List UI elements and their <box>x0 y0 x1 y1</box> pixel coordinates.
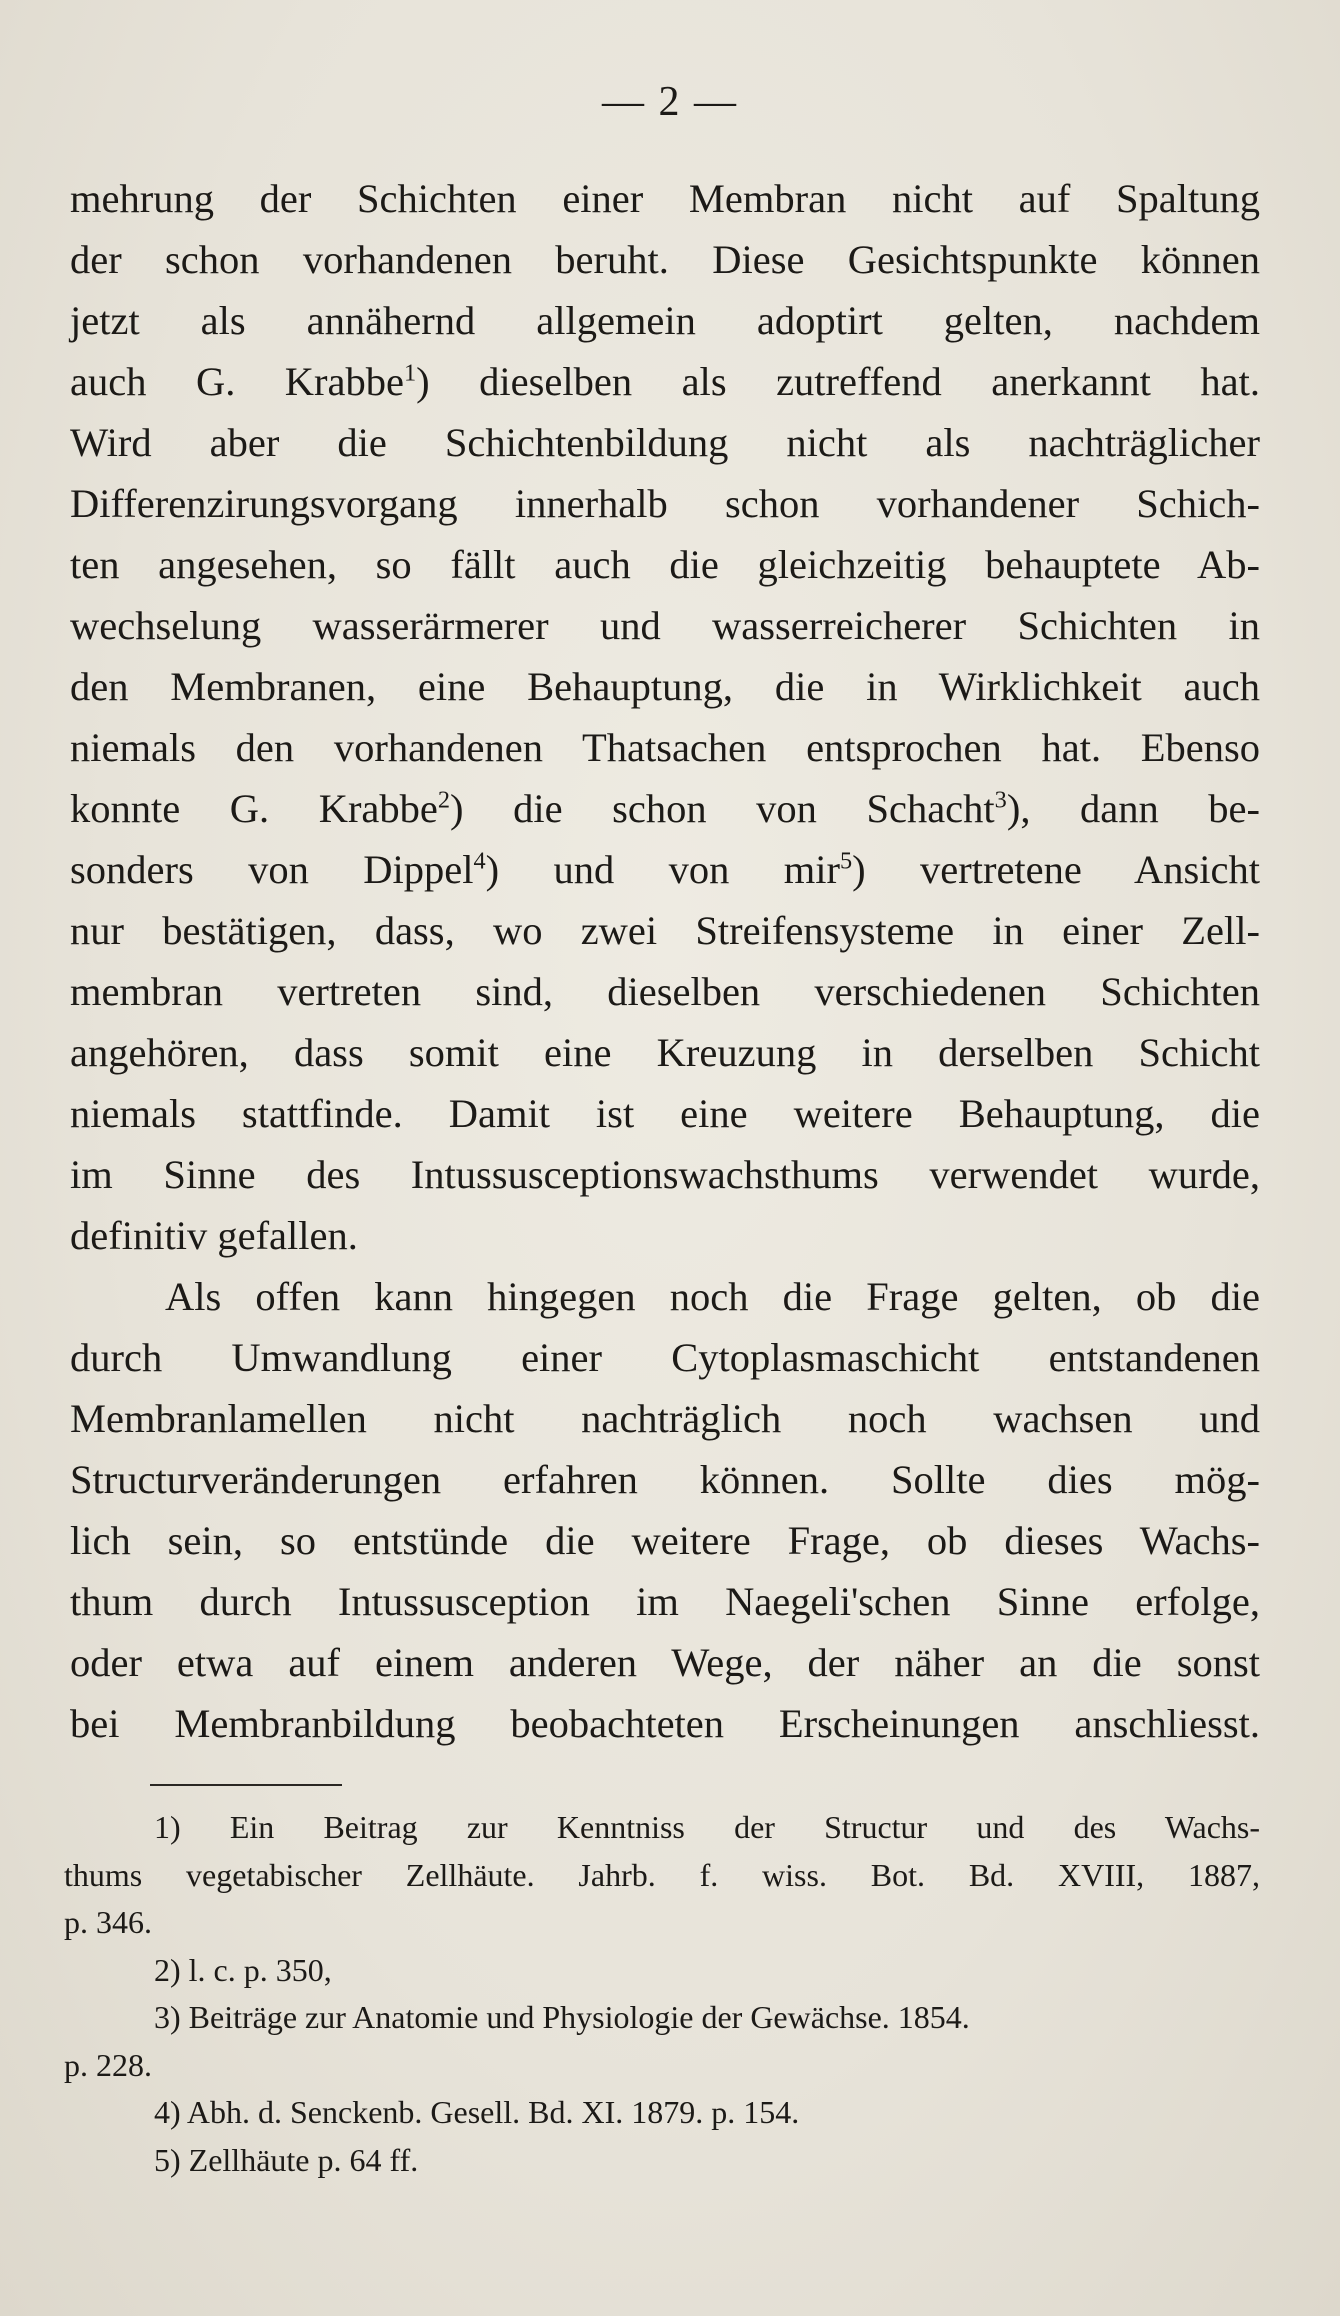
page-number: — 2 — <box>602 79 738 125</box>
text-line: Differenzirungsvorgang innerhalb schon vorhandener Schich- <box>70 481 1260 526</box>
text-line: nur bestätigen, dass, wo zwei Streifensysteme in einer Zell- <box>70 908 1260 953</box>
footnote-marker: 2 <box>437 786 451 814</box>
text-line: auch G. Krabbe$^1$) dieselben als zutreffend anerkannt hat. <box>70 359 1260 404</box>
text-line: durch Umwandlung einer Cytoplasmaschicht entstandenen <box>70 1335 1260 1380</box>
text-line: definitiv gefallen. <box>70 1213 358 1258</box>
footnote-marker: 4 <box>473 847 486 875</box>
footnote-line: 5) Zellhäute p. 64 ff. <box>154 2141 419 2178</box>
text-line: Wird aber die Schichtenbildung nicht als nachträglicher <box>70 420 1260 465</box>
text-line: lich sein, so entstünde die weitere Frage, ob dieses Wachs- <box>70 1518 1260 1563</box>
text-line: thum durch Intussusception im Naegeli'schen Sinne erfolge, <box>70 1579 1260 1624</box>
footnote-line: thums vegetabischer Zellhäute. Jahrb. f. wiss. Bot. Bd. XVIII, 1887, <box>64 1856 1260 1893</box>
text-line: den Membranen, eine Behauptung, die in Wirklichkeit auch <box>70 664 1260 709</box>
text-line: konnte G. Krabbe$^2$) die schon von Schacht$^3$), dann be- <box>70 786 1260 831</box>
main-text <box>70 168 1260 1754</box>
text-line: Membranlamellen nicht nachträglich noch wachsen und <box>70 1396 1260 1441</box>
footnote-marker: 1 <box>404 359 417 387</box>
text-line: wechselung wasserärmerer und wasserreicherer Schichten in <box>70 603 1260 648</box>
text-line: angehören, dass somit eine Kreuzung in derselben Schicht <box>70 1030 1260 1075</box>
footnote-line: p. 228. <box>64 2046 152 2083</box>
text-line: bei Membranbildung beobachteten Erscheinungen anschliesst. <box>70 1701 1260 1746</box>
text-line: Als offen kann hingegen noch die Frage gelten, ob die <box>165 1274 1260 1319</box>
text-line: im Sinne des Intussusceptionswachsthums verwendet wurde, <box>70 1152 1260 1197</box>
text-line: sonders von Dippel$^4$) und von mir$^5$) vertretene Ansicht <box>70 847 1260 892</box>
text-line: Structurveränderungen erfahren können. Sollte dies mög- <box>70 1457 1260 1502</box>
footnotes <box>64 1804 1260 2184</box>
text-line: ten angesehen, so fällt auch die gleichzeitig behauptete Ab- <box>70 542 1260 587</box>
text-line: niemals den vorhandenen Thatsachen entsprochen hat. Ebenso <box>70 725 1260 770</box>
footnote-marker: 3 <box>994 786 1007 814</box>
footnote-line: 4) Abh. d. Senckenb. Gesell. Bd. XI. 1879. p. 154. <box>154 2094 800 2130</box>
footnote-line: p. 346. <box>64 1904 152 1940</box>
text-line: oder etwa auf einem anderen Wege, der näher an die sonst <box>70 1640 1260 1685</box>
footnote-divider <box>150 1784 342 1786</box>
footnote-line: 1) Ein Beitrag zur Kenntniss der Structur und des Wachs- <box>154 1809 1260 1845</box>
footnote-line: 2) l. c. p. 350, <box>154 1951 332 1988</box>
text-line: mehrung der Schichten einer Membran nicht auf Spaltung <box>70 176 1260 221</box>
text-line: niemals stattfinde. Damit ist eine weitere Behauptung, die <box>70 1091 1260 1136</box>
text-line: der schon vorhandenen beruht. Diese Gesichtspunkte können <box>70 237 1260 282</box>
text-line: jetzt als annähernd allgemein adoptirt gelten, nachdem <box>70 298 1260 343</box>
text-line: membran vertreten sind, dieselben verschiedenen Schichten <box>70 969 1260 1014</box>
footnote-marker: 5 <box>839 847 853 875</box>
footnote-line: 3) Beiträge zur Anatomie und Physiologie der Gewächse. 1854. <box>154 1999 970 2035</box>
